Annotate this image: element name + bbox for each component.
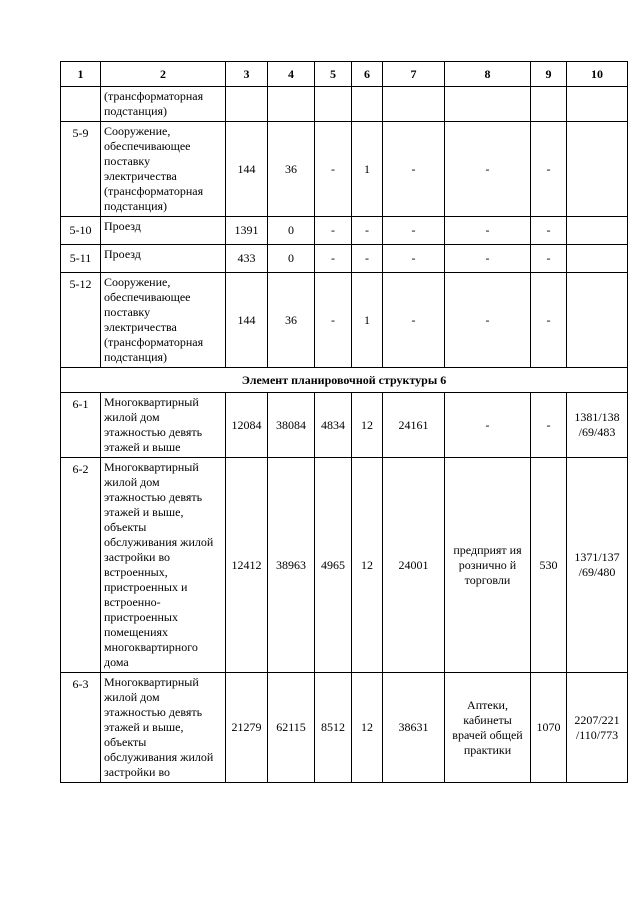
cell [445, 87, 531, 122]
section-title: Элемент планировочной структуры 6 [61, 368, 628, 393]
col-header: 5 [315, 62, 352, 87]
cell-name: Многоквартирный жилой дом этажностью девять этажей и выше [101, 393, 226, 458]
table-row [61, 673, 628, 783]
cell: - [383, 273, 445, 368]
cell: 144 [226, 122, 268, 217]
col-header: 2 [101, 62, 226, 87]
cell-name: Многоквартирный жилой дом этажностью девять этажей и выше, объекты обслуживания жилой застройки во [101, 673, 226, 783]
cell: 144 [226, 273, 268, 368]
cell-name: Проезд [101, 217, 226, 245]
cell: - [383, 245, 445, 273]
cell: 2207/221 /110/773 [567, 673, 628, 783]
table-row [61, 458, 628, 673]
cell: - [531, 122, 567, 217]
cell: 1391 [226, 217, 268, 245]
cell: 530 [531, 458, 567, 673]
cell-id: 6-2 [61, 458, 101, 673]
cell-name: (трансформаторная подстанция) [101, 87, 226, 122]
cell: - [445, 217, 531, 245]
cell-name: Сооружение, обеспечивающее поставку электричества (трансформаторная подстанция) [101, 273, 226, 368]
col-header: 1 [61, 62, 101, 87]
table-row [61, 122, 628, 217]
cell: - [315, 217, 352, 245]
cell [352, 87, 383, 122]
cell: - [531, 393, 567, 458]
cell [567, 245, 628, 273]
col-header: 6 [352, 62, 383, 87]
cell: 24161 [383, 393, 445, 458]
cell-id: 5-12 [61, 273, 101, 368]
col-header: 4 [268, 62, 315, 87]
cell [567, 217, 628, 245]
cell-id: 6-1 [61, 393, 101, 458]
cell: - [445, 393, 531, 458]
cell: 24001 [383, 458, 445, 673]
cell: 4965 [315, 458, 352, 673]
col-header: 3 [226, 62, 268, 87]
cell: - [352, 245, 383, 273]
cell-name: Многоквартирный жилой дом этажностью девять этажей и выше, объекты обслуживания жилой застройки во встроенных, пристроенных и встроенно-пристроенных помещениях многоквартирного дома [101, 458, 226, 673]
cell: - [315, 122, 352, 217]
cell: - [531, 245, 567, 273]
cell [567, 122, 628, 217]
table-row [61, 217, 628, 245]
cell: - [352, 217, 383, 245]
col-header: 7 [383, 62, 445, 87]
col-header: 10 [567, 62, 628, 87]
cell-id: 6-3 [61, 673, 101, 783]
cell: 0 [268, 217, 315, 245]
cell: 8512 [315, 673, 352, 783]
cell: 1070 [531, 673, 567, 783]
cell: - [531, 273, 567, 368]
table-row [61, 393, 628, 458]
cell-id [61, 87, 101, 122]
header-row [61, 62, 628, 87]
cell: 1 [352, 273, 383, 368]
cell: 36 [268, 122, 315, 217]
cell: 21279 [226, 673, 268, 783]
table-row [61, 87, 628, 122]
col-header: 9 [531, 62, 567, 87]
cell: - [531, 217, 567, 245]
cell: 1371/137 /69/480 [567, 458, 628, 673]
cell: 62115 [268, 673, 315, 783]
table-row [61, 273, 628, 368]
cell [567, 273, 628, 368]
cell: - [445, 273, 531, 368]
cell: - [445, 122, 531, 217]
cell: 36 [268, 273, 315, 368]
data-table [60, 61, 628, 783]
cell [531, 87, 567, 122]
cell [268, 87, 315, 122]
cell: - [315, 245, 352, 273]
cell [383, 87, 445, 122]
cell [567, 87, 628, 122]
cell: 4834 [315, 393, 352, 458]
cell: 12 [352, 673, 383, 783]
cell: 38963 [268, 458, 315, 673]
cell: 12 [352, 458, 383, 673]
cell: Аптеки, кабинеты врачей общей практики [445, 673, 531, 783]
cell-name: Проезд [101, 245, 226, 273]
cell: - [383, 217, 445, 245]
cell: - [383, 122, 445, 217]
cell: 433 [226, 245, 268, 273]
col-header: 8 [445, 62, 531, 87]
cell [226, 87, 268, 122]
cell: 12084 [226, 393, 268, 458]
cell: - [445, 245, 531, 273]
cell: 12 [352, 393, 383, 458]
cell-id: 5-9 [61, 122, 101, 217]
cell-id: 5-11 [61, 245, 101, 273]
cell: 38084 [268, 393, 315, 458]
table-row [61, 245, 628, 273]
cell: 12412 [226, 458, 268, 673]
cell-id: 5-10 [61, 217, 101, 245]
cell: 0 [268, 245, 315, 273]
cell-name: Сооружение, обеспечивающее поставку электричества (трансформаторная подстанция) [101, 122, 226, 217]
cell: 1381/138 /69/483 [567, 393, 628, 458]
section-row [61, 368, 628, 393]
cell: - [315, 273, 352, 368]
cell: 1 [352, 122, 383, 217]
cell: предприят ия рознично й торговли [445, 458, 531, 673]
cell: 38631 [383, 673, 445, 783]
cell [315, 87, 352, 122]
